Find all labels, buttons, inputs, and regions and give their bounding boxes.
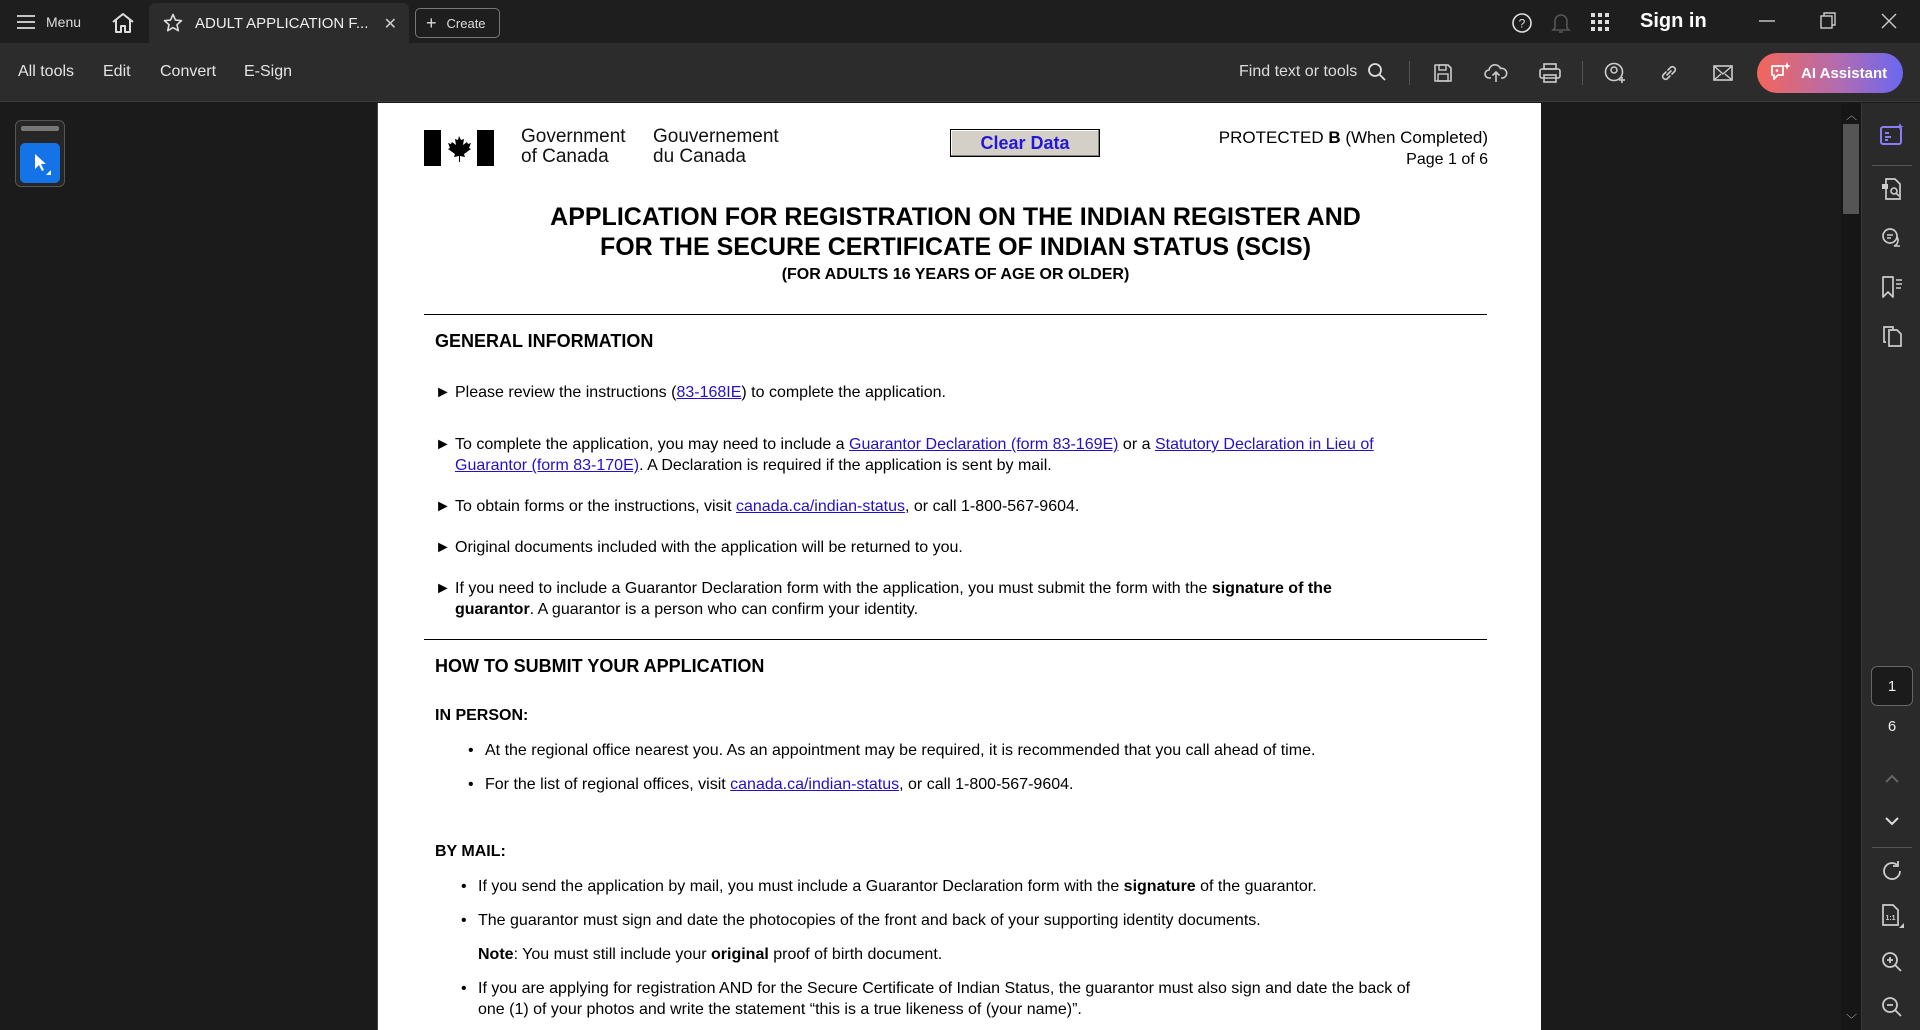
- protected-label: [1219, 127, 1488, 171]
- canada-flag-logo: [424, 130, 494, 166]
- bold-text: Note: [478, 946, 514, 963]
- pdf-page: [377, 103, 1541, 1030]
- document-search-icon: [1880, 177, 1904, 201]
- bold-text: original: [711, 946, 769, 963]
- minimize-icon: [1757, 11, 1777, 31]
- ai-summary-button[interactable]: [1878, 121, 1906, 149]
- by-mail-item-2: [461, 910, 1261, 931]
- general-information-heading: GENERAL INFORMATION: [435, 331, 654, 351]
- share-button[interactable]: [1602, 60, 1628, 86]
- main-toolbar: [0, 43, 1920, 102]
- text: , or call 1-800-567-9604.: [899, 776, 1074, 793]
- text: At the regional office nearest you. As an appointment may be required, it is recommended that you call ahead of time.: [485, 742, 1316, 759]
- close-tab-icon[interactable]: ✕: [383, 16, 397, 33]
- convert-menu[interactable]: Convert: [160, 63, 217, 80]
- in-person-item-1: [468, 740, 1315, 761]
- create-button[interactable]: [415, 8, 500, 38]
- print-button[interactable]: [1537, 60, 1563, 86]
- ai-sparkle-icon: [1769, 61, 1793, 85]
- restore-icon: [1818, 11, 1838, 31]
- by-mail-item-3: [461, 978, 1410, 999]
- ai-summary-icon: [1879, 122, 1905, 148]
- star-icon[interactable]: [163, 13, 183, 33]
- bookmarks-button[interactable]: [1878, 273, 1906, 301]
- scroll-down-icon[interactable]: ﹀: [1846, 1014, 1857, 1026]
- text: , or call 1-800-567-9604.: [905, 498, 1080, 515]
- arrow-bullet-icon: ►: [435, 384, 451, 401]
- chevron-up-icon: [1883, 773, 1901, 785]
- indian-status-link[interactable]: canada.ca/indian-status: [736, 498, 905, 515]
- bold-text: guarantor: [455, 601, 530, 618]
- notifications-button[interactable]: [1551, 12, 1571, 34]
- protected-pre: PROTECTED: [1218, 128, 1329, 147]
- all-tools-menu[interactable]: All tools: [18, 63, 75, 80]
- rotate-icon: [1880, 859, 1904, 883]
- hamburger-icon: [16, 14, 36, 30]
- statutory-declaration-link-cont[interactable]: Guarantor (form 83-170E): [455, 457, 640, 474]
- statutory-declaration-link[interactable]: Statutory Declaration in Lieu of: [1154, 436, 1374, 453]
- print-icon: [1538, 62, 1562, 84]
- zoom-out-icon: [1880, 995, 1904, 1019]
- apps-grid-icon: [1591, 13, 1609, 31]
- text: If you are applying for registration AND for the Secure Certificate of Indian Status, the guarantor must also sign and date the back of: [478, 980, 1411, 997]
- text: . A guarantor is a person who can confirm your identity.: [529, 601, 919, 618]
- drag-handle[interactable]: [21, 126, 59, 131]
- save-icon: [1432, 62, 1454, 84]
- bullet-icon: •: [468, 742, 474, 759]
- gov-fr-wordmark: [653, 127, 779, 167]
- export-pdf-button[interactable]: [1878, 175, 1906, 203]
- by-mail-item-3-cont: one (1) of your photos and write the statement “this is a true likeness of (your name)”.: [478, 1001, 1082, 1018]
- restore-button[interactable]: [1818, 11, 1838, 31]
- help-icon: [1511, 12, 1533, 34]
- gov-en-wordmark: [521, 127, 626, 167]
- document-viewport: [377, 103, 1840, 1030]
- total-pages: 6: [1887, 718, 1897, 735]
- arrow-bullet-icon: ►: [435, 580, 451, 597]
- gov-fr-line1: Gouvernement: [653, 126, 779, 147]
- zoom-in-icon: [1880, 950, 1904, 974]
- tab-title: ADULT APPLICATION F...: [195, 14, 369, 32]
- text: Original documents included with the application will be returned to you.: [455, 539, 963, 556]
- text: The guarantor must sign and date the photocopies of the front and back of your supporting identity documents.: [478, 912, 1261, 929]
- svg-text:?: ?: [1518, 16, 1526, 31]
- comments-button[interactable]: [1878, 224, 1906, 252]
- mail-icon: [1712, 63, 1734, 83]
- protected-level: B: [1328, 128, 1341, 147]
- bullet-icon: •: [461, 878, 467, 895]
- close-window-button[interactable]: [1879, 11, 1899, 31]
- home-button[interactable]: [110, 10, 136, 36]
- title-bar: [0, 0, 1920, 43]
- instructions-link[interactable]: 83-168IE: [676, 384, 742, 401]
- previous-page-button[interactable]: [1878, 765, 1906, 793]
- bullet-icon: •: [468, 776, 474, 793]
- arrow-bullet-icon: ►: [435, 539, 451, 556]
- bold-text: signature of the: [1211, 580, 1332, 597]
- pages-button[interactable]: [1878, 322, 1906, 350]
- comment-icon: [1880, 226, 1904, 250]
- general-item-5: [435, 578, 1332, 599]
- protected-post: (When Completed): [1340, 128, 1488, 147]
- menu-label: Menu: [46, 14, 82, 30]
- general-item-3: [435, 496, 1079, 517]
- left-tool-panel: [0, 103, 377, 1030]
- cursor-arrow-icon: [25, 148, 55, 178]
- ai-assistant-button[interactable]: [1757, 53, 1903, 93]
- toolbar-divider: [1409, 61, 1410, 85]
- minimize-button[interactable]: [1757, 11, 1777, 31]
- close-icon: [1879, 11, 1899, 31]
- rail-divider: [1872, 847, 1912, 848]
- quick-tools-palette: [15, 120, 65, 187]
- help-button[interactable]: [1511, 12, 1533, 34]
- menu-button[interactable]: [16, 10, 81, 34]
- page-fit-button[interactable]: [1878, 902, 1906, 930]
- ai-assistant-label: AI Assistant: [1801, 64, 1888, 82]
- right-rail: [1861, 103, 1920, 1030]
- gov-en-line1: Government: [521, 126, 626, 147]
- text: of the guarantor.: [1195, 878, 1317, 895]
- edit-menu[interactable]: Edit: [103, 63, 131, 80]
- arrow-bullet-icon: ►: [435, 498, 451, 515]
- text: . A Declaration is required if the application is sent by mail.: [639, 457, 1052, 474]
- arrow-bullet-icon: ►: [435, 436, 451, 453]
- e-sign-menu[interactable]: E-Sign: [244, 63, 293, 80]
- current-page-input[interactable]: 1: [1871, 666, 1913, 706]
- form-title-line2: FOR THE SECURE CERTIFICATE OF INDIAN STATUS (SCIS): [599, 233, 1312, 261]
- copy-pages-icon: [1880, 324, 1904, 348]
- chevron-down-icon: [1883, 815, 1901, 827]
- section-divider: [424, 639, 1487, 640]
- rail-divider: [1872, 165, 1912, 166]
- text: To complete the application, you may need to include a: [455, 436, 850, 453]
- search-icon: [1367, 62, 1387, 82]
- svg-text:1:1: 1:1: [1885, 915, 1896, 922]
- next-page-button[interactable]: [1878, 807, 1906, 835]
- bullet-icon: •: [461, 912, 467, 929]
- gov-en-line2: of Canada: [521, 146, 609, 167]
- note-text: [478, 944, 942, 965]
- general-item-5-cont: [455, 599, 918, 620]
- find-label: Find text or tools: [1239, 63, 1358, 80]
- text: For the list of regional offices, visit: [485, 776, 731, 793]
- page-indicator: Page 1 of 6: [1406, 151, 1488, 168]
- home-icon: [111, 12, 135, 34]
- rotate-button[interactable]: [1878, 857, 1906, 885]
- general-item-4: [435, 537, 963, 558]
- save-button[interactable]: [1430, 60, 1456, 86]
- general-item-2: [435, 434, 1374, 455]
- how-to-submit-heading: HOW TO SUBMIT YOUR APPLICATION: [435, 656, 765, 676]
- bookmark-icon: [1880, 275, 1904, 299]
- indian-status-link[interactable]: canada.ca/indian-status: [730, 776, 900, 793]
- text: : You must still include your: [513, 946, 711, 963]
- section-divider: [424, 314, 1487, 315]
- scrollbar-thumb[interactable]: [1843, 124, 1859, 214]
- upload-button[interactable]: [1483, 60, 1509, 86]
- by-mail-item-1: [461, 876, 1317, 897]
- sign-in-button[interactable]: Sign in: [1640, 10, 1707, 32]
- vertical-scrollbar-track[interactable]: [1841, 103, 1861, 1030]
- link-button[interactable]: [1656, 60, 1682, 86]
- text: or a: [1118, 436, 1155, 453]
- gov-fr-line2: du Canada: [653, 146, 746, 167]
- apps-button[interactable]: [1591, 13, 1609, 31]
- actual-size-icon: [1879, 903, 1905, 929]
- scroll-up-icon[interactable]: ︿: [1846, 110, 1857, 122]
- general-item-2-cont: [455, 455, 1052, 476]
- bell-icon: [1551, 12, 1571, 34]
- zoom-in-button[interactable]: [1878, 948, 1906, 976]
- text: proof of birth document.: [768, 946, 943, 963]
- text: ) to complete the application.: [741, 384, 946, 401]
- form-title-line1: APPLICATION FOR REGISTRATION ON THE INDIAN REGISTER AND: [550, 203, 1361, 231]
- plus-icon: +: [426, 12, 437, 33]
- find-tools-search[interactable]: [1239, 62, 1387, 82]
- text: If you need to include a Guarantor Declaration form with the application, you must submit the form with the: [455, 580, 1212, 597]
- email-button[interactable]: [1710, 60, 1736, 86]
- link-icon: [1658, 62, 1680, 84]
- by-mail-heading: BY MAIL:: [435, 843, 506, 860]
- text: Please review the instructions (: [455, 384, 677, 401]
- document-tab[interactable]: [149, 3, 409, 43]
- bold-text: signature: [1123, 878, 1196, 895]
- in-person-heading: IN PERSON:: [435, 707, 529, 724]
- text: If you send the application by mail, you must include a Guarantor Declaration form with the: [478, 878, 1124, 895]
- guarantor-declaration-link[interactable]: Guarantor Declaration (form 83-169E): [849, 436, 1119, 453]
- clear-data-button[interactable]: Clear Data: [950, 129, 1100, 157]
- create-label: Create: [446, 15, 486, 31]
- select-tool-button[interactable]: [20, 143, 60, 183]
- cloud-upload-icon: [1484, 62, 1508, 84]
- toolbar-divider: [1582, 61, 1583, 85]
- add-user-icon: [1603, 61, 1627, 85]
- zoom-out-button[interactable]: [1878, 993, 1906, 1021]
- form-subtitle: (FOR ADULTS 16 YEARS OF AGE OR OLDER): [781, 266, 1130, 283]
- bullet-icon: •: [461, 980, 467, 997]
- text: To obtain forms or the instructions, visit: [455, 498, 736, 515]
- in-person-item-2: [468, 774, 1073, 795]
- general-item-1: [435, 382, 946, 403]
